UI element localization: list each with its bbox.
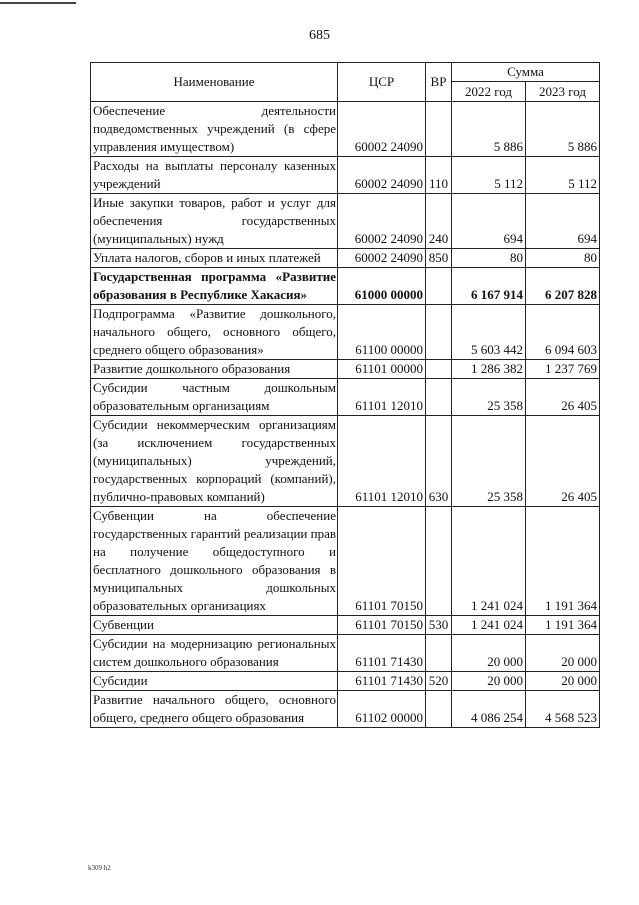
- table-row: [91, 635, 600, 672]
- row-sum-2022: 1 241 024: [452, 616, 526, 635]
- row-name: Субсидии на модернизацию региональных систем дошкольного образования: [91, 635, 338, 672]
- row-csr: 60002 24090: [338, 157, 426, 194]
- table-row: [91, 305, 600, 360]
- row-sum-2023: 694: [526, 194, 600, 249]
- page-number: 685: [309, 28, 330, 43]
- table-row: [91, 268, 600, 305]
- table-row: [91, 194, 600, 249]
- row-sum-2023: 6 094 603: [526, 305, 600, 360]
- row-sum-2022: 4 086 254: [452, 691, 526, 728]
- row-csr: 60002 24090: [338, 194, 426, 249]
- row-vr: [426, 691, 452, 728]
- table-row: [91, 507, 600, 616]
- table-row: [91, 157, 600, 194]
- row-vr: [426, 507, 452, 616]
- table-header-row: [91, 63, 600, 82]
- table-row: [91, 672, 600, 691]
- table-row: [91, 102, 600, 157]
- row-sum-2023: 1 191 364: [526, 507, 600, 616]
- row-sum-2022: 1 286 382: [452, 360, 526, 379]
- table-row: [91, 249, 600, 268]
- row-csr: 61101 70150: [338, 507, 426, 616]
- row-name: Обеспечение деятельности подведомственных учреждений (в сфере управления имуществом): [91, 102, 338, 157]
- row-vr: [426, 379, 452, 416]
- table-row: [91, 616, 600, 635]
- row-vr: 110: [426, 157, 452, 194]
- row-sum-2023: 1 237 769: [526, 360, 600, 379]
- row-csr: 61101 12010: [338, 416, 426, 507]
- table-row: [91, 691, 600, 728]
- row-csr: 61101 00000: [338, 360, 426, 379]
- table-row: [91, 379, 600, 416]
- row-sum-2023: 5 886: [526, 102, 600, 157]
- row-name: Развитие начального общего, основного общего, среднего общего образования: [91, 691, 338, 728]
- corner-rule: [0, 2, 76, 4]
- row-csr: 60002 24090: [338, 249, 426, 268]
- row-name: Государственная программа «Развитие образования в Республике Хакасия»: [91, 268, 338, 305]
- row-sum-2022: 694: [452, 194, 526, 249]
- row-csr: 61100 00000: [338, 305, 426, 360]
- row-sum-2023: 80: [526, 249, 600, 268]
- row-csr: 60002 24090: [338, 102, 426, 157]
- row-sum-2022: 25 358: [452, 416, 526, 507]
- row-name: Субвенции: [91, 616, 338, 635]
- row-vr: [426, 360, 452, 379]
- footer-code: k309 h2: [88, 864, 111, 872]
- row-csr: 61101 70150: [338, 616, 426, 635]
- row-sum-2023: 20 000: [526, 635, 600, 672]
- row-vr: 630: [426, 416, 452, 507]
- row-csr: 61101 71430: [338, 672, 426, 691]
- row-name: Расходы на выплаты персоналу казенных учреждений: [91, 157, 338, 194]
- row-csr: 61101 12010: [338, 379, 426, 416]
- row-sum-2022: 1 241 024: [452, 507, 526, 616]
- row-csr: 61102 00000: [338, 691, 426, 728]
- row-vr: 240: [426, 194, 452, 249]
- row-sum-2022: 5 112: [452, 157, 526, 194]
- row-name: Субсидии некоммерческим организациям (за исключением государственных (муниципальных) учреждений, государственных корпораций (компаний), публично-правовых компаний): [91, 416, 338, 507]
- row-sum-2023: 1 191 364: [526, 616, 600, 635]
- row-vr: 850: [426, 249, 452, 268]
- header-csr: ЦСР: [338, 63, 426, 102]
- row-name: Субсидии частным дошкольным образовательным организациям: [91, 379, 338, 416]
- row-sum-2022: 20 000: [452, 672, 526, 691]
- row-sum-2022: 5 603 442: [452, 305, 526, 360]
- row-vr: 520: [426, 672, 452, 691]
- table-body: [91, 102, 600, 728]
- row-sum-2022: 25 358: [452, 379, 526, 416]
- row-name: Подпрограмма «Развитие дошкольного, начального общего, основного общего, среднего общего образования»: [91, 305, 338, 360]
- row-sum-2022: 5 886: [452, 102, 526, 157]
- budget-table: [90, 62, 600, 728]
- row-sum-2022: 20 000: [452, 635, 526, 672]
- row-sum-2022: 6 167 914: [452, 268, 526, 305]
- row-name: Субсидии: [91, 672, 338, 691]
- header-vr: ВР: [426, 63, 452, 102]
- row-sum-2023: 6 207 828: [526, 268, 600, 305]
- table-row: [91, 416, 600, 507]
- row-vr: [426, 268, 452, 305]
- row-name: Иные закупки товаров, работ и услуг для обеспечения государственных (муниципальных) нужд: [91, 194, 338, 249]
- header-year-2023: 2023 год: [526, 82, 600, 102]
- row-sum-2022: 80: [452, 249, 526, 268]
- row-csr: 61000 00000: [338, 268, 426, 305]
- row-name: Уплата налогов, сборов и иных платежей: [91, 249, 338, 268]
- table-row: [91, 360, 600, 379]
- row-sum-2023: 26 405: [526, 379, 600, 416]
- row-sum-2023: 4 568 523: [526, 691, 600, 728]
- header-year-2022: 2022 год: [452, 82, 526, 102]
- row-name: Развитие дошкольного образования: [91, 360, 338, 379]
- header-sum: Сумма: [452, 63, 600, 82]
- header-name: Наименование: [91, 63, 338, 102]
- row-vr: [426, 635, 452, 672]
- row-name: Субвенции на обеспечение государственных гарантий реализации прав на получение общедоступного и бесплатного дошкольного образования в муниципальных дошкольных образовательных организациях: [91, 507, 338, 616]
- row-sum-2023: 5 112: [526, 157, 600, 194]
- row-sum-2023: 20 000: [526, 672, 600, 691]
- row-vr: [426, 102, 452, 157]
- row-sum-2023: 26 405: [526, 416, 600, 507]
- row-csr: 61101 71430: [338, 635, 426, 672]
- row-vr: [426, 305, 452, 360]
- row-vr: 530: [426, 616, 452, 635]
